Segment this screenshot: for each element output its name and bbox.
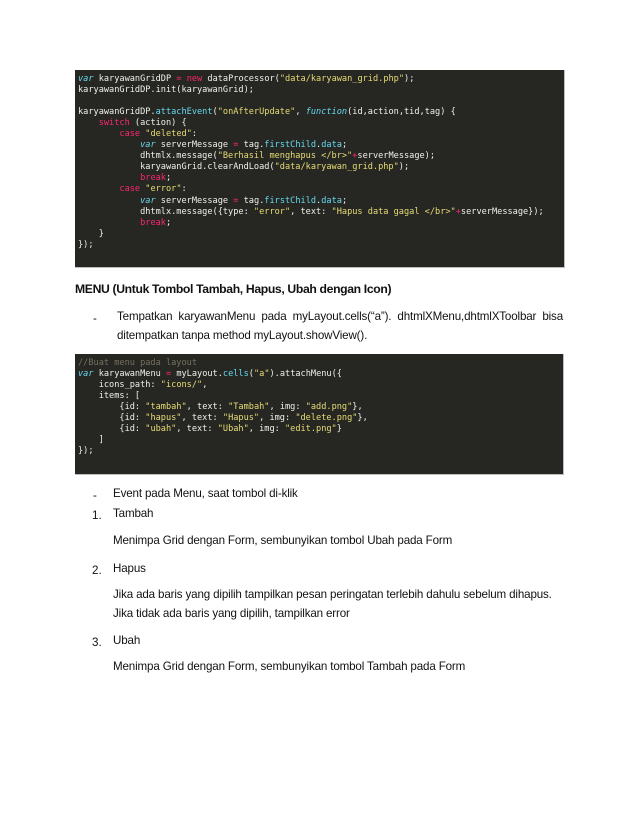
list-item-title-tambah: Tambah [113,507,154,520]
code-line: ] [78,435,104,446]
code-screenshot-attach-menu [75,354,564,475]
code-line: var serverMessage = tag.firstChild.data; [140,195,348,206]
code-line: var karyawanGridDP = new dataProcessor("data/karyawan_grid.php"); [78,74,415,84]
list-item-desc-hapus: Jika ada baris yang dipilih tampilkan pesan peringatan terlebih dahulu sebelum dihapus. Jika tidak ada baris yang dipilih, tampilkan error [113,588,552,620]
code-line: {id: "ubah", text: "Ubah", img: "edit.png"} [78,424,342,435]
code-line: icons_path: "icons/", [78,380,208,391]
code-line: switch (action) { [98,118,187,129]
code-line: {id: "hapus", text: "Hapus", img: "delete.png"}, [78,413,368,424]
code-line: } [78,228,104,239]
section-heading-menu: MENU (Untuk Tombol Tambah, Hapus, Ubah dengan Icon) [75,282,392,296]
code-line: dhtmlx.message("Berhasil menghapus </br>"+serverMessage); [78,151,436,162]
code-line: var serverMessage = tag.firstChild.data; [140,140,348,151]
list-number: 1. [92,509,102,522]
list-number: 3. [92,636,102,649]
bullet-marker: - [93,489,97,502]
code-line: items: [ [78,391,141,402]
bullet-marker: - [93,312,97,325]
code-line: break; [140,173,172,184]
list-item-title-ubah: Ubah [113,634,141,647]
code-line: {id: "tambah", text: "Tambah", img: "add.png"}, [78,402,363,413]
list-item-desc-ubah: Menimpa Grid dengan Form, sembunyikan tombol Tambah pada Form [113,660,466,673]
code-line: }); [78,239,94,250]
list-item-desc-tambah: Menimpa Grid dengan Form, sembunyikan tombol Ubah pada Form [113,534,453,547]
code-line: karyawanGrid.clearAndLoad("data/karyawan_grid.php"); [78,162,410,173]
list-number: 2. [92,564,102,577]
code-line: break; [140,217,172,228]
bullet-text-menu-event: Event pada Menu, saat tombol di-klik [113,487,298,500]
list-item-title-hapus: Hapus [113,562,146,575]
code-line: case "error": [119,184,187,195]
code-line: case "deleted": [119,129,198,140]
code-line: var karyawanMenu = myLayout.cells("a").attachMenu({ [78,369,342,380]
code-line: //Buat menu pada layout [78,358,197,368]
code-line: karyawanGridDP.attachEvent("onAfterUpdate", function(id,action,tid,tag) { [78,107,456,118]
code-screenshot-dataprocessor [75,70,565,268]
code-line: karyawanGridDP.init(karyawanGrid); [78,85,254,96]
code-line: dhtmlx.message({type: "error", text: "Hapus data gagal </br>"+serverMessage}); [78,206,544,217]
code-line [78,96,564,107]
code-line: }); [78,446,94,457]
bullet-text-place-menu: Tempatkan karyawanMenu pada myLayout.cells(“a”). dhtmlXMenu,dhtmlXToolbar bisa ditempatkan tanpa method myLayout.showView(). [117,310,563,342]
